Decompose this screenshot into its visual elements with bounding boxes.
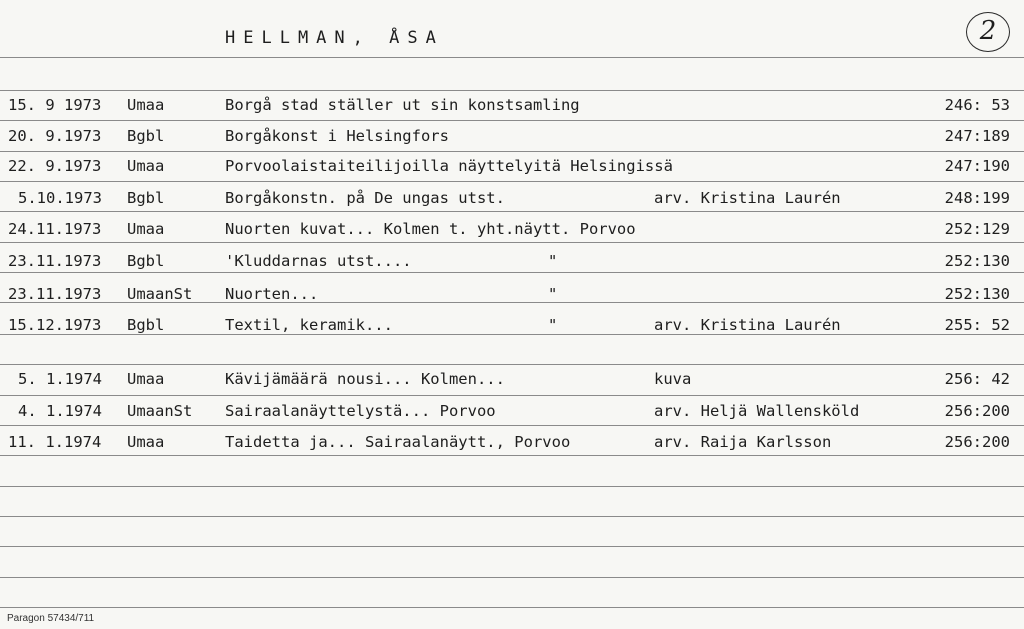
entry-ref: 256:200	[944, 433, 1010, 451]
entry-source: Bgbl	[127, 127, 165, 145]
card-rule	[0, 120, 1024, 121]
card-number: 2	[979, 16, 997, 46]
entry-ref: 247:189	[944, 127, 1010, 145]
entry-title: Borgå stad ställer ut sin konstsamling	[225, 96, 580, 114]
entry-note: arv. Kristina Laurén	[654, 189, 841, 207]
entry-row	[0, 402, 1024, 424]
entry-title: Nuorten...	[225, 285, 319, 303]
entry-title: Textil, keramik...	[225, 316, 393, 334]
card-rule	[0, 607, 1024, 608]
entry-date: 11. 1.1974	[8, 433, 102, 451]
entry-row	[0, 433, 1024, 455]
card-number-badge	[966, 12, 1010, 52]
card-rule	[0, 486, 1024, 487]
card-heading: HELLMAN, ÅSA	[225, 28, 444, 48]
entry-date: 24.11.1973	[8, 220, 102, 238]
entry-source: Umaa	[127, 370, 165, 388]
entry-source: Bgbl	[127, 252, 165, 270]
print-imprint: Paragon 57434/711	[7, 613, 95, 624]
entry-note: arv. Raija Karlsson	[654, 433, 832, 451]
entry-title: Sairaalanäyttelystä... Porvoo	[225, 402, 496, 420]
card-rule	[0, 90, 1024, 91]
entry-row	[0, 316, 1024, 338]
entry-row	[0, 127, 1024, 149]
entry-title: Borgåkonstn. på De ungas utst.	[225, 189, 505, 207]
entry-note: arv. Kristina Laurén	[654, 316, 841, 334]
card-rule	[0, 242, 1024, 243]
entry-date: 4. 1.1974	[18, 402, 102, 420]
entry-source: Bgbl	[127, 316, 165, 334]
card-rule	[0, 455, 1024, 456]
entry-ditto: "	[548, 252, 558, 270]
card-rule	[0, 546, 1024, 547]
entry-title: 'Kluddarnas utst....	[225, 252, 412, 270]
entry-ref: 255: 52	[944, 316, 1010, 334]
entry-date: 15.12.1973	[8, 316, 102, 334]
entry-date: 5.10.1973	[18, 189, 102, 207]
entry-row	[0, 370, 1024, 392]
entry-row	[0, 285, 1024, 307]
entry-date: 20. 9.1973	[8, 127, 102, 145]
entry-ref: 246: 53	[944, 96, 1010, 114]
card-rule	[0, 395, 1024, 396]
entry-source: UmaanSt	[127, 285, 193, 303]
entry-title: Taidetta ja... Sairaalanäytt., Porvoo	[225, 433, 571, 451]
card-rule	[0, 151, 1024, 152]
entry-row	[0, 157, 1024, 179]
entry-row	[0, 220, 1024, 242]
entry-source: UmaanSt	[127, 402, 193, 420]
entry-title: Porvoolaistaiteilijoilla näyttelyitä Helsingissä	[225, 157, 673, 175]
entry-ditto: "	[548, 285, 558, 303]
card-rule	[0, 516, 1024, 517]
entry-ditto: "	[548, 316, 558, 334]
entry-date: 23.11.1973	[8, 285, 102, 303]
entry-source: Umaa	[127, 96, 165, 114]
entry-note: kuva	[654, 370, 692, 388]
card-rule	[0, 57, 1024, 58]
card-rule	[0, 181, 1024, 182]
entry-title: Borgåkonst i Helsingfors	[225, 127, 449, 145]
entry-ref: 247:190	[944, 157, 1010, 175]
entry-date: 23.11.1973	[8, 252, 102, 270]
entry-ref: 248:199	[944, 189, 1010, 207]
entry-row	[0, 189, 1024, 211]
entry-date: 22. 9.1973	[8, 157, 102, 175]
card-rule	[0, 364, 1024, 365]
entry-row	[0, 96, 1024, 118]
entry-ref: 252:129	[944, 220, 1010, 238]
entry-ref: 252:130	[944, 252, 1010, 270]
card-rule	[0, 577, 1024, 578]
entry-note: arv. Heljä Wallensköld	[654, 402, 860, 420]
entry-title: Nuorten kuvat... Kolmen t. yht.näytt. Porvoo	[225, 220, 636, 238]
entry-source: Umaa	[127, 220, 165, 238]
entry-ref: 252:130	[944, 285, 1010, 303]
entry-row	[0, 252, 1024, 274]
card-rule	[0, 211, 1024, 212]
entry-title: Kävijämäärä nousi... Kolmen...	[225, 370, 505, 388]
entry-date: 15. 9 1973	[8, 96, 102, 114]
entry-source: Umaa	[127, 157, 165, 175]
card-rule	[0, 425, 1024, 426]
entry-ref: 256: 42	[944, 370, 1010, 388]
entry-source: Umaa	[127, 433, 165, 451]
entry-source: Bgbl	[127, 189, 165, 207]
entry-date: 5. 1.1974	[18, 370, 102, 388]
entry-ref: 256:200	[944, 402, 1010, 420]
